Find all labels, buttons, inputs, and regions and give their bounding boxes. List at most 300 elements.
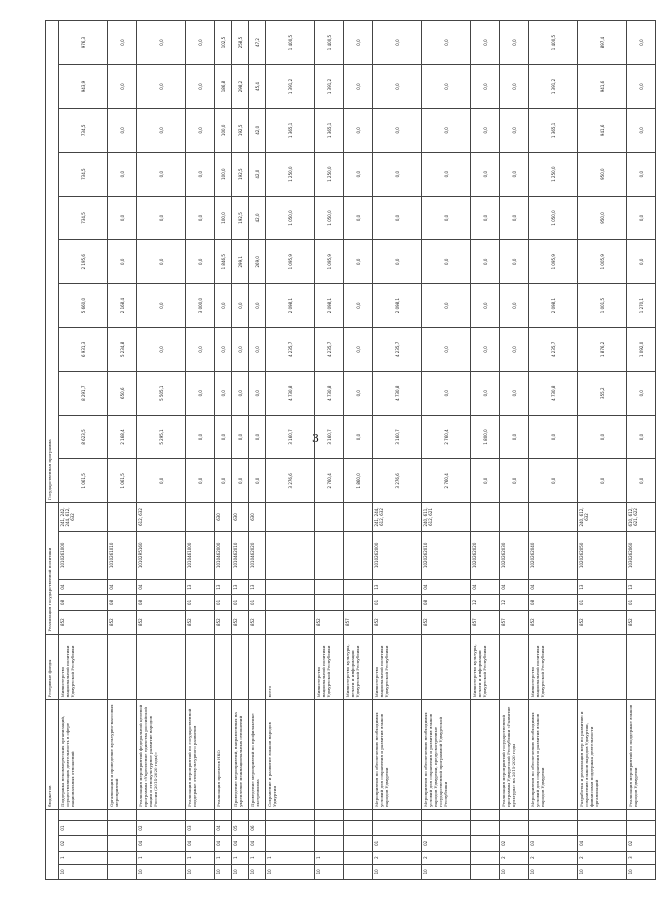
code-cell	[422, 820, 471, 835]
code-cell: 04	[108, 579, 137, 594]
code-cell	[344, 595, 373, 610]
row-executor-cell: всего	[266, 634, 315, 700]
code-cell	[108, 864, 137, 879]
value-cell: 0,0	[627, 459, 656, 503]
code-cell: 852	[108, 610, 137, 634]
value-cell: 650,6	[108, 371, 137, 415]
value-cell: 100,0	[215, 196, 232, 240]
value-cell: 734,5	[59, 108, 108, 152]
value-cell: 1 050,0	[266, 196, 315, 240]
value-cell: 1 061,5	[59, 459, 108, 503]
value-cell: 0,0	[232, 284, 249, 328]
row-executor-cell	[627, 634, 656, 700]
value-cell: 0,0	[627, 196, 656, 240]
value-cell: 4 235,7	[266, 327, 315, 371]
value-cell: 0,0	[137, 240, 186, 284]
value-cell: 8 623,5	[59, 415, 108, 459]
code-cell	[344, 531, 373, 579]
code-cell: 612, 632	[137, 503, 186, 531]
value-cell: 5 505,1	[137, 371, 186, 415]
value-cell: 734,5	[59, 152, 108, 196]
value-cell: 0,0	[471, 459, 500, 503]
code-cell: 04	[59, 579, 108, 594]
code-cell: 08	[529, 595, 578, 610]
code-cell	[315, 836, 344, 851]
value-cell: 1 250,0	[529, 152, 578, 196]
code-cell: 10	[315, 864, 344, 879]
value-cell: 0,0	[186, 415, 215, 459]
code-cell: 240, 612, 632	[578, 503, 627, 531]
value-cell: 0,0	[627, 240, 656, 284]
code-cell: 13	[215, 579, 232, 594]
value-cell: 4 730,8	[266, 371, 315, 415]
code-cell	[529, 809, 578, 820]
value-cell: 5 234,8	[108, 327, 137, 371]
value-cell: 0,0	[500, 459, 529, 503]
value-cell: 734,5	[59, 196, 108, 240]
value-cell: 100,0	[215, 108, 232, 152]
value-cell: 1 270,1	[627, 284, 656, 328]
value-cell: 1 391,2	[266, 65, 315, 109]
code-cell: 08	[108, 595, 137, 610]
value-cell: 976,3	[59, 21, 108, 65]
code-cell	[315, 820, 344, 835]
value-cell: 1 391,2	[529, 65, 578, 109]
value-cell: 1 050,0	[529, 196, 578, 240]
value-cell: 0,0	[215, 459, 232, 503]
table-row	[232, 21, 249, 880]
value-cell: 0,0	[373, 152, 422, 196]
code-cell	[137, 809, 186, 820]
value-cell: 0,0	[232, 459, 249, 503]
code-cell: 852	[215, 610, 232, 634]
row-executor-cell: Министерство национальной политики Удмуртской Республики	[529, 634, 578, 700]
code-cell: 610, 612, 621, 622	[627, 503, 656, 531]
code-cell	[266, 579, 315, 594]
table-row	[137, 21, 186, 880]
value-cell: 0,0	[627, 371, 656, 415]
value-cell: 0,0	[137, 284, 186, 328]
code-cell: 857	[500, 610, 529, 634]
value-cell: 0,0	[422, 21, 471, 65]
code-cell: 02	[500, 836, 529, 851]
value-cell: 0,0	[186, 152, 215, 196]
table-row	[529, 21, 578, 880]
code-cell: 13	[186, 579, 215, 594]
code-cell	[344, 503, 373, 531]
code-cell	[373, 820, 422, 835]
code-cell: 06	[249, 820, 266, 835]
code-cell	[344, 820, 373, 835]
value-cell: 4 730,8	[315, 371, 344, 415]
code-cell: 02	[627, 836, 656, 851]
code-cell: 1020262010	[422, 531, 471, 579]
value-cell: 42,0	[249, 196, 266, 240]
code-cell: 10	[266, 864, 315, 879]
code-cell: 1	[266, 851, 315, 864]
value-cell: 1 250,0	[266, 152, 315, 196]
value-cell: 1 876,2	[578, 327, 627, 371]
value-cell: 0,0	[344, 196, 373, 240]
code-cell: 2	[500, 851, 529, 864]
code-cell: 08	[422, 595, 471, 610]
code-cell: 08	[137, 595, 186, 610]
code-cell: 01	[59, 820, 108, 835]
value-cell: 0,0	[137, 327, 186, 371]
row-name-cell: Реализация мероприятий по государственной поддержке этнокультурного развития	[186, 700, 215, 810]
code-cell: 3	[627, 851, 656, 864]
code-cell: 01	[578, 595, 627, 610]
code-cell: 1	[315, 851, 344, 864]
value-cell: 298,2	[232, 65, 249, 109]
code-cell: 1	[215, 851, 232, 864]
code-cell: 630	[232, 503, 249, 531]
code-cell: 852	[578, 610, 627, 634]
row-executor-cell: Министерство национальной политики Удмуртской Республики	[373, 634, 422, 700]
code-cell: 12	[500, 595, 529, 610]
code-cell	[344, 851, 373, 864]
value-cell: 0,0	[249, 284, 266, 328]
value-cell: 0,0	[186, 327, 215, 371]
value-cell: 0,0	[215, 284, 232, 328]
code-cell	[422, 809, 471, 820]
value-cell: 0,0	[373, 108, 422, 152]
value-cell: 42,0	[249, 108, 266, 152]
value-cell: 5 660,0	[59, 284, 108, 328]
table-row	[108, 21, 137, 880]
code-cell	[578, 809, 627, 820]
value-cell: 1 400,5	[315, 21, 344, 65]
code-cell: 12	[471, 595, 500, 610]
code-cell	[266, 820, 315, 835]
code-cell: 852	[627, 610, 656, 634]
value-cell: 1 050,0	[315, 196, 344, 240]
value-cell: 0,0	[627, 108, 656, 152]
value-cell: 1 092,0	[627, 327, 656, 371]
value-cell: 42,0	[249, 152, 266, 196]
value-cell: 0,0	[186, 371, 215, 415]
value-cell: 0,0	[344, 284, 373, 328]
value-cell: 0,0	[500, 284, 529, 328]
value-cell: 192,5	[232, 108, 249, 152]
row-name-cell: Реализация мероприятий федеральной целевой программы «Укрепление единства российской нации и этнокультурное развитие народов России (2014-2020 годы)»	[137, 700, 186, 810]
value-cell: 0,0	[186, 65, 215, 109]
code-cell: 04	[578, 836, 627, 851]
code-cell: 241, 242, 244, 612, 632	[59, 503, 108, 531]
code-cell: 2	[578, 851, 627, 864]
value-cell: 0,0	[500, 196, 529, 240]
code-cell: 1	[137, 851, 186, 864]
code-cell	[471, 864, 500, 879]
code-cell	[315, 503, 344, 531]
value-cell: 4 730,8	[373, 371, 422, 415]
code-cell	[627, 809, 656, 820]
row-name-cell	[471, 700, 500, 810]
row-name-cell: Проведение мероприятий по профилактике экстремизма	[249, 700, 266, 810]
code-cell	[186, 809, 215, 820]
value-cell: 0,0	[373, 240, 422, 284]
value-cell: 2 760,4	[422, 459, 471, 503]
row-name-cell	[315, 700, 344, 810]
code-cell: 08	[59, 595, 108, 610]
table-row	[500, 21, 529, 880]
code-cell	[232, 809, 249, 820]
row-executor-cell	[500, 634, 529, 700]
code-cell: 852	[137, 610, 186, 634]
code-cell: 852	[373, 610, 422, 634]
row-executor-cell	[249, 634, 266, 700]
row-name-cell: Организация и проведение культурно-массовых мероприятий	[108, 700, 137, 810]
value-cell: 355,2	[578, 371, 627, 415]
code-cell: 1010261010	[108, 531, 137, 579]
code-cell: 10	[578, 864, 627, 879]
value-cell: 1 095,9	[315, 240, 344, 284]
value-cell: 941,6	[578, 108, 627, 152]
value-cell: 0,0	[137, 21, 186, 65]
code-cell: 01	[373, 595, 422, 610]
row-executor-cell	[137, 634, 186, 700]
code-cell	[344, 579, 373, 594]
code-cell: 10	[500, 864, 529, 879]
row-name-cell: Разработка и реализация мер по развитию и сохранению языков народов Удмуртии, финансовая поддержка деятельности организаций	[578, 700, 627, 810]
code-cell: 10	[249, 864, 266, 879]
code-cell: 852	[186, 610, 215, 634]
code-cell: 852	[315, 610, 344, 634]
code-cell	[471, 836, 500, 851]
value-cell: 0,0	[108, 240, 137, 284]
header-row	[46, 21, 59, 880]
value-cell: 0,0	[422, 371, 471, 415]
code-cell: 05	[232, 820, 249, 835]
code-cell: 04	[215, 836, 232, 851]
value-cell: 0,0	[137, 196, 186, 240]
row-executor-cell	[578, 634, 627, 700]
code-cell: 13	[232, 579, 249, 594]
value-cell: 0,0	[344, 415, 373, 459]
code-cell	[108, 503, 137, 531]
value-cell: 0,0	[471, 371, 500, 415]
code-cell: 1010461000	[186, 531, 215, 579]
code-cell	[529, 820, 578, 835]
code-cell	[108, 820, 137, 835]
value-cell: 3 160,7	[373, 415, 422, 459]
value-cell: 0,0	[422, 65, 471, 109]
code-cell: 10	[422, 864, 471, 879]
budget-table	[45, 20, 656, 880]
value-cell: 0,0	[108, 152, 137, 196]
code-cell: 13	[249, 579, 266, 594]
code-cell: 04	[500, 579, 529, 594]
row-name-cell: Мероприятия по обеспечению необходимых условий для сохранения и развития языков народов Удмуртии, предусмотренные государственной программой Удмуртской Республики	[422, 700, 471, 810]
code-cell: 01	[215, 595, 232, 610]
code-cell: 1	[59, 851, 108, 864]
code-cell	[315, 595, 344, 610]
value-cell: 941,6	[578, 65, 627, 109]
value-cell: 1 001,5	[578, 284, 627, 328]
value-cell: 45,4	[249, 65, 266, 109]
value-cell: 0,0	[578, 415, 627, 459]
code-cell	[500, 809, 529, 820]
table-row	[471, 21, 500, 880]
code-cell	[373, 809, 422, 820]
row-name-cell	[344, 700, 373, 810]
value-cell: 1 400,5	[529, 21, 578, 65]
code-cell	[108, 851, 137, 864]
code-cell	[315, 809, 344, 820]
value-cell: 2 098,1	[266, 284, 315, 328]
value-cell: 100,0	[215, 152, 232, 196]
value-cell: 1 365,1	[266, 108, 315, 152]
code-cell	[215, 809, 232, 820]
value-cell: 0,0	[232, 327, 249, 371]
code-cell: 04	[186, 836, 215, 851]
row-name-cell: Поддержка некоммерческих организаций, осуществляющих деятельность в сфере национальных отношений	[59, 700, 108, 810]
code-cell: 852	[249, 610, 266, 634]
value-cell: 0,0	[627, 152, 656, 196]
code-cell: 13	[578, 579, 627, 594]
value-cell: 1 095,9	[266, 240, 315, 284]
code-cell: 630	[215, 503, 232, 531]
code-cell: 10	[186, 864, 215, 879]
value-cell: 897,4	[578, 21, 627, 65]
page-number: 3	[312, 432, 319, 445]
row-name-cell: Реализация проектов НКО	[215, 700, 232, 810]
value-cell: 1 400,5	[266, 21, 315, 65]
code-cell	[266, 531, 315, 579]
value-cell: 0,0	[137, 152, 186, 196]
code-cell: 1010462020	[249, 531, 266, 579]
value-cell: 0,0	[529, 415, 578, 459]
value-cell: 0,0	[186, 240, 215, 284]
value-cell: 0,0	[108, 65, 137, 109]
code-cell: 852	[529, 610, 578, 634]
code-cell	[315, 579, 344, 594]
value-cell: 3 000,0	[186, 284, 215, 328]
value-cell: 4 235,7	[373, 327, 422, 371]
value-cell: 0,0	[215, 415, 232, 459]
code-cell	[529, 503, 578, 531]
value-cell: 0,0	[471, 284, 500, 328]
code-cell	[186, 503, 215, 531]
value-cell: 0,0	[344, 240, 373, 284]
value-cell: 0,0	[500, 240, 529, 284]
value-cell: 258,5	[232, 21, 249, 65]
value-cell: 0,0	[422, 327, 471, 371]
value-cell: 2 760,4	[315, 459, 344, 503]
value-cell: 0,0	[344, 65, 373, 109]
code-cell: 240, 611, 612, 621	[422, 503, 471, 531]
row-executor-cell	[422, 634, 471, 700]
code-cell: 1010462000	[215, 531, 232, 579]
table-row	[373, 21, 422, 880]
value-cell: 2 098,1	[315, 284, 344, 328]
code-cell: 630	[249, 503, 266, 531]
table-row	[215, 21, 232, 880]
header-col-2: Реализация государственной политики	[46, 503, 59, 634]
value-cell: 2 760,4	[422, 415, 471, 459]
table-row	[315, 21, 344, 880]
code-cell	[344, 864, 373, 879]
code-cell: 852	[59, 610, 108, 634]
value-cell: 0,0	[249, 415, 266, 459]
value-cell: 0,0	[471, 240, 500, 284]
value-cell: 0,0	[422, 152, 471, 196]
code-cell: 01	[373, 836, 422, 851]
value-cell: 0,0	[344, 108, 373, 152]
value-cell: 0,0	[471, 65, 500, 109]
code-cell: 1010261000	[59, 531, 108, 579]
value-cell: 0,0	[500, 152, 529, 196]
header-col-1: Резервные фонды	[46, 634, 59, 700]
header-col-3: Государственная программа	[46, 21, 59, 503]
value-cell: 0,0	[627, 65, 656, 109]
value-cell: 943,9	[59, 65, 108, 109]
value-cell: 0,0	[344, 327, 373, 371]
row-executor-cell: Министерство национальной политики Удмуртской Республики	[59, 634, 108, 700]
code-cell: 1020262040	[529, 531, 578, 579]
code-cell: 01	[627, 595, 656, 610]
code-cell	[266, 595, 315, 610]
code-cell	[471, 809, 500, 820]
code-cell	[266, 836, 315, 851]
value-cell: 0,0	[344, 371, 373, 415]
value-cell: 0,0	[422, 108, 471, 152]
value-cell: 0,0	[373, 65, 422, 109]
value-cell: 0,0	[500, 327, 529, 371]
row-executor-cell	[108, 634, 137, 700]
value-cell: 1 860,0	[344, 459, 373, 503]
value-cell: 269,0	[249, 240, 266, 284]
code-cell: 1020262030	[500, 531, 529, 579]
value-cell: 299,1	[232, 240, 249, 284]
code-cell: 10	[232, 864, 249, 879]
value-cell: 0,0	[627, 415, 656, 459]
value-cell: 0,0	[108, 21, 137, 65]
value-cell: 0,0	[137, 65, 186, 109]
value-cell: 0,0	[232, 415, 249, 459]
value-cell: 8 291,7	[59, 371, 108, 415]
row-name-cell: Мероприятия по обеспечению необходимых условий для сохранения и развития языков народов Удмуртии	[529, 700, 578, 810]
table-row	[344, 21, 373, 880]
code-cell: 10	[529, 864, 578, 879]
value-cell: 0,0	[471, 152, 500, 196]
value-cell: 0,0	[627, 21, 656, 65]
value-cell: 0,0	[249, 459, 266, 503]
code-cell: 1030262060	[627, 531, 656, 579]
code-cell: 04	[249, 836, 266, 851]
value-cell: 2 098,1	[373, 284, 422, 328]
row-name-cell: Мероприятия по обеспечению необходимых условий для сохранения и развития языков народов Удмуртии	[373, 700, 422, 810]
code-cell	[108, 836, 137, 851]
row-name-cell: Проведение мероприятий, направленных на укрепление межнациональных отношений	[232, 700, 249, 810]
code-cell	[471, 820, 500, 835]
code-cell: 2	[422, 851, 471, 864]
row-name-cell: Реализация мероприятий по поддержке языков народов Удмуртии	[627, 700, 656, 810]
code-cell: 13	[373, 579, 422, 594]
row-name-cell: Реализация мероприятий государственной программы Удмуртской Республики «Развитие культуры» на 2015-2020 годы	[500, 700, 529, 810]
value-cell: 2 195,6	[59, 240, 108, 284]
row-executor-cell: Министерство национальной политики Удмуртской Республики	[315, 634, 344, 700]
code-cell	[266, 809, 315, 820]
value-cell: 0,0	[186, 108, 215, 152]
value-cell: 192,5	[232, 196, 249, 240]
row-executor-cell	[215, 634, 232, 700]
value-cell: 1 095,9	[529, 240, 578, 284]
value-cell: 5 295,1	[137, 415, 186, 459]
value-cell: 0,0	[471, 108, 500, 152]
code-cell: 04	[137, 836, 186, 851]
value-cell: 0,0	[249, 371, 266, 415]
